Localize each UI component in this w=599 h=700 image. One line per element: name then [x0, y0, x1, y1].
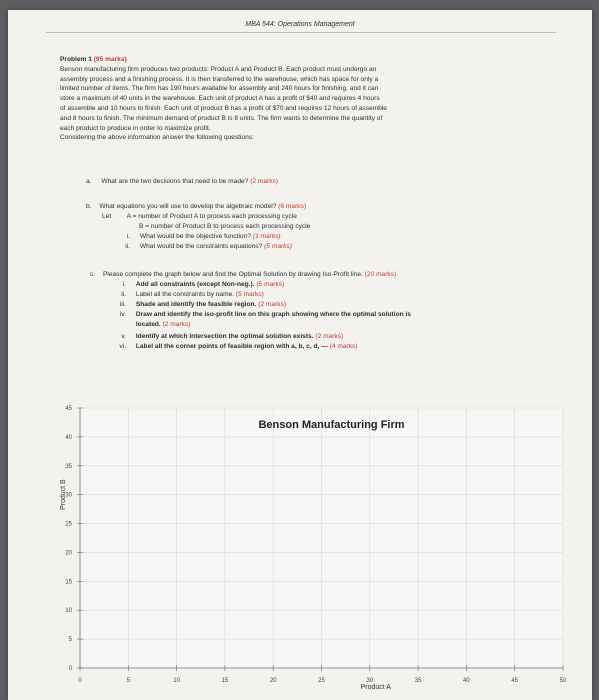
question-letter: a. — [86, 178, 92, 185]
y-tick-label: 15 — [65, 579, 72, 586]
y-tick-label: 35 — [65, 463, 72, 470]
sub-number: i. — [126, 233, 130, 240]
sub-number: iii. — [119, 301, 126, 308]
question-c-sub-iv-cont — [104, 320, 190, 330]
question-c-sub-i — [104, 280, 284, 290]
y-tick-label: 10 — [65, 608, 72, 615]
x-tick-label: 15 — [221, 678, 229, 684]
question-text: What are the two decisions that need to be made? — [101, 178, 249, 185]
question-marks: (20 marks) — [364, 271, 397, 278]
sub-text: Label all the constraints by name. — [135, 291, 235, 298]
y-tick-label: 5 — [68, 637, 72, 644]
problem-line: store a maximum of 40 units in the warehouse. Each unit of product A has a profit of $40 and requires 4 hours — [60, 95, 380, 103]
definition-a: A = number of Product A to process each processing cycle — [126, 213, 297, 220]
x-tick-label: 20 — [269, 678, 277, 684]
question-marks: (6 marks) — [278, 203, 307, 210]
sub-marks: (1 marks) — [252, 233, 281, 240]
question-c-sub-iv — [104, 310, 411, 320]
sub-text: What would be the constraints equations? — [139, 243, 263, 250]
x-tick-label: 45 — [511, 678, 519, 684]
sub-marks: (2 marks) — [315, 333, 344, 340]
problem-title: Problem 1 — [60, 56, 92, 63]
x-tick-label: 30 — [366, 678, 374, 684]
y-tick-label: 45 — [65, 406, 72, 412]
problem-line: each product to produce in order to maximize profit. — [60, 124, 211, 132]
sub-text: Identify at which intersection the optimal solution exists. — [135, 333, 314, 340]
x-tick-label: 50 — [559, 678, 567, 684]
y-tick-label: 20 — [65, 550, 72, 557]
sub-marks: (2 marks) — [258, 301, 287, 308]
sub-marks: (5 marks) — [256, 281, 285, 288]
definition-b: B = number of Product B to process each processing cycle — [139, 223, 311, 230]
y-tick-label: 40 — [65, 434, 72, 441]
question-b-sub-ii — [108, 242, 292, 252]
y-tick-label: 25 — [65, 521, 72, 528]
y-tick-label: 30 — [65, 492, 72, 499]
sub-text: Add all constraints (except Non-neg.). — [135, 281, 255, 288]
x-axis-label: Product A — [360, 684, 391, 690]
x-tick-label: 40 — [463, 678, 470, 684]
problem-line: Considering the above information answer the following questions: — [60, 134, 254, 142]
question-text: Please complete the graph below and find the Optimal Solution by drawing Iso-Profit line. — [102, 271, 363, 278]
question-letter: c. — [90, 271, 96, 278]
y-axis-label: Product B — [60, 479, 67, 511]
header-rule — [46, 32, 556, 33]
question-c-sub-iii — [104, 300, 286, 310]
sub-text: What would be the objective function? — [139, 233, 251, 240]
sub-text: Draw and identify the iso-profit line on this graph showing where the optimal solution is — [135, 311, 411, 318]
problem-line: limited number of items. The firm has 190 hours available for assembly and 240 hours for finishing, and it can — [60, 85, 379, 93]
let-label: Let — [102, 213, 112, 220]
x-tick-label: 10 — [173, 678, 180, 684]
sub-marks: (5 marks) — [235, 291, 264, 298]
sub-number: i. — [122, 281, 126, 288]
sub-number: iv. — [119, 311, 126, 318]
question-letter: b. — [86, 203, 92, 210]
sub-number: vi. — [119, 343, 126, 350]
chart-title: Benson Manufacturing Firm — [258, 419, 405, 431]
let-line — [102, 212, 297, 222]
question-c — [90, 270, 396, 280]
chart-area — [58, 398, 578, 690]
sub-marks: (5 marks) — [264, 243, 292, 250]
sub-marks: (2 marks) — [162, 321, 191, 328]
sub-text: Shade and identify the feasible region. — [135, 301, 257, 308]
x-tick-label: 35 — [414, 678, 422, 684]
problem-marks: (95 marks) — [93, 56, 127, 63]
sub-marks: (4 marks) — [329, 343, 358, 350]
x-tick-label: 25 — [318, 678, 325, 684]
problem-line: of assemble and 10 hours to finish. Each unit of product B has a profit of $70 and requires 12 hours of assemble — [60, 104, 387, 112]
x-tick-label: 5 — [126, 678, 130, 684]
sub-text: located. — [135, 321, 161, 328]
page-header: MBA 544: Operations Management — [245, 21, 355, 28]
problem-line: assembly process and a finishing process. It is then transferred to the warehouse, which has space for only a — [60, 75, 379, 83]
question-marks: (2 marks) — [250, 178, 279, 185]
problem-statement — [60, 55, 535, 143]
sub-text: Label all the corner points of feasible region with a, b, c, d, — — [135, 343, 328, 350]
y-tick-label: 0 — [68, 666, 72, 672]
problem-line: and 8 hours to finish. The minimum demand of product B is 8 units. The firm wants to determine the quantity of — [60, 114, 383, 122]
problem-line: Benson manufacturing firm produces two products: Product A and Product B. Each product must undergo an — [60, 65, 377, 73]
x-tick-label: 0 — [78, 678, 82, 684]
question-b — [86, 202, 306, 212]
benson-chart — [58, 398, 578, 690]
sub-number: v. — [121, 333, 126, 340]
question-c-sub-v — [104, 332, 343, 342]
question-text: What equations you will use to develop the algebraic model? — [99, 203, 277, 210]
question-a — [86, 177, 278, 187]
sub-number: ii. — [121, 291, 126, 298]
question-b-sub-i — [108, 232, 281, 242]
sub-number: ii. — [125, 243, 130, 250]
question-c-sub-vi — [104, 342, 358, 352]
question-c-sub-ii — [104, 290, 264, 300]
